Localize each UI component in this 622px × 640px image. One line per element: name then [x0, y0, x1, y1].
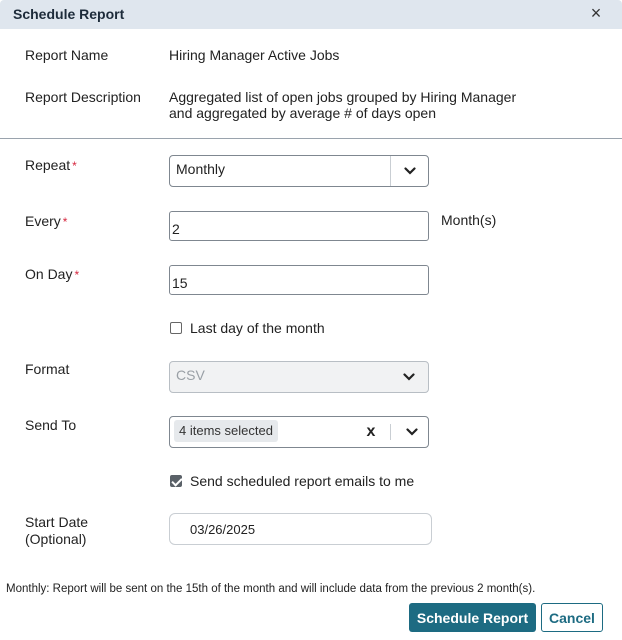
report-name-label: Report Name — [25, 47, 109, 63]
start-date-optional-label: (Optional) — [25, 531, 87, 547]
every-unit-label: Month(s) — [441, 212, 497, 228]
chevron-down-icon[interactable] — [396, 417, 428, 447]
close-icon[interactable]: × — [590, 3, 602, 23]
required-mark: * — [74, 268, 80, 282]
schedule-summary: Monthly: Report will be sent on the 15th of the month and will include data from the previous 2 month(s). — [6, 583, 536, 595]
start-date-input[interactable] — [169, 513, 432, 545]
every-label — [25, 213, 67, 229]
repeat-label — [25, 157, 77, 173]
on-day-label — [25, 266, 79, 282]
report-description-line-2: and aggregated by average # of days open — [169, 105, 436, 121]
chevron-down-icon[interactable] — [390, 362, 428, 392]
start-date-label: Start Date — [25, 514, 89, 530]
send-to-label: Send To — [25, 417, 77, 433]
repeat-select-value: Monthly — [176, 161, 226, 177]
chevron-down-icon[interactable] — [390, 156, 428, 186]
send-me-label: Send scheduled report emails to me — [190, 473, 415, 489]
format-select[interactable] — [169, 361, 429, 393]
on-day-input[interactable] — [169, 265, 429, 295]
every-input[interactable] — [169, 211, 429, 241]
report-description-line-1: Aggregated list of open jobs grouped by Hiring Manager — [169, 89, 517, 105]
clear-icon[interactable]: x — [366, 423, 376, 440]
repeat-select[interactable] — [169, 155, 429, 187]
section-divider — [0, 138, 622, 139]
send-to-select[interactable] — [169, 416, 429, 448]
dialog-title: Schedule Report — [13, 6, 125, 22]
last-day-label: Last day of the month — [190, 320, 325, 336]
report-name-value: Hiring Manager Active Jobs — [169, 47, 340, 63]
every-label-text: Every — [25, 213, 61, 229]
required-mark: * — [62, 215, 68, 229]
send-me-checkbox[interactable] — [170, 475, 182, 487]
schedule-report-button[interactable]: Schedule Report — [409, 603, 536, 632]
repeat-label-text: Repeat — [25, 157, 71, 173]
format-label: Format — [25, 361, 70, 377]
format-select-value: CSV — [176, 367, 205, 383]
required-mark: * — [72, 159, 77, 173]
on-day-label-text: On Day — [25, 266, 73, 282]
select-separator — [390, 424, 391, 440]
dialog-header — [0, 0, 622, 29]
last-day-checkbox[interactable] — [170, 322, 182, 334]
report-description-label: Report Description — [25, 89, 141, 105]
selected-items-chip: 4 items selected — [174, 420, 278, 442]
cancel-button[interactable]: Cancel — [541, 603, 603, 632]
